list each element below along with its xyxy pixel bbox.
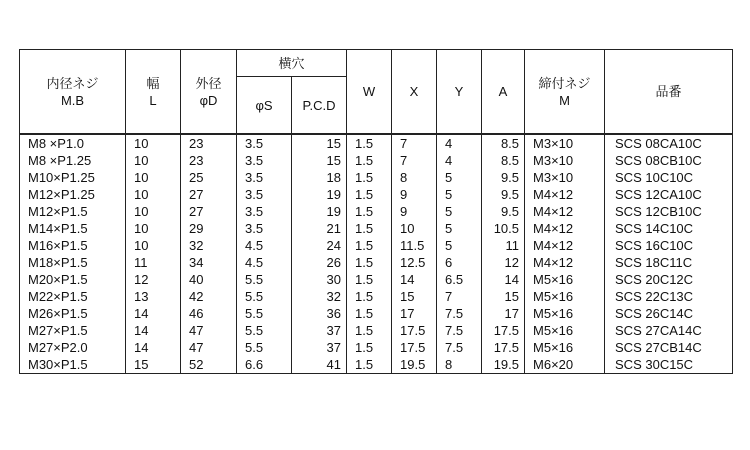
cell-cross-hole-pcd: 36 <box>292 305 347 322</box>
table-row <box>20 271 733 288</box>
cell-width: 11 <box>126 254 181 271</box>
cell-x: 9 <box>392 203 437 220</box>
header-width: 幅 L <box>126 50 181 135</box>
cell-cross-hole-pcd: 37 <box>292 339 347 356</box>
table-row <box>20 220 733 237</box>
table-row <box>20 237 733 254</box>
cell-cross-hole-pcd: 15 <box>292 152 347 169</box>
cell-cross-hole-pcd: 18 <box>292 169 347 186</box>
cell-part-no: SCS 27CA14C <box>605 322 733 339</box>
cell-clamp-screw: M3×10 <box>525 134 605 152</box>
cell-cross-hole-pcd: 37 <box>292 322 347 339</box>
cell-y: 5 <box>437 169 482 186</box>
cell-clamp-screw: M5×16 <box>525 305 605 322</box>
cell-clamp-screw: M3×10 <box>525 169 605 186</box>
cell-cross-hole-pcd: 15 <box>292 134 347 152</box>
cell-cross-hole-dia: 3.5 <box>237 220 292 237</box>
header-y: Y <box>437 50 482 135</box>
header-x: X <box>392 50 437 135</box>
cell-thread: M27×P1.5 <box>20 322 126 339</box>
cell-outer-dia: 27 <box>181 203 237 220</box>
header-cross-hole-pcd: P.C.D <box>292 77 347 135</box>
cell-x: 8 <box>392 169 437 186</box>
cell-w: 1.5 <box>347 237 392 254</box>
cell-a: 14 <box>482 271 525 288</box>
cell-outer-dia: 25 <box>181 169 237 186</box>
cell-cross-hole-dia: 3.5 <box>237 152 292 169</box>
cell-cross-hole-dia: 3.5 <box>237 169 292 186</box>
cell-outer-dia: 23 <box>181 134 237 152</box>
cell-thread: M14×P1.5 <box>20 220 126 237</box>
cell-outer-dia: 27 <box>181 186 237 203</box>
cell-part-no: SCS 08CA10C <box>605 134 733 152</box>
cell-w: 1.5 <box>347 305 392 322</box>
cell-width: 10 <box>126 169 181 186</box>
cell-w: 1.5 <box>347 134 392 152</box>
cell-x: 19.5 <box>392 356 437 374</box>
cell-w: 1.5 <box>347 203 392 220</box>
cell-width: 13 <box>126 288 181 305</box>
cell-outer-dia: 34 <box>181 254 237 271</box>
header-part-no: 品番 <box>605 50 733 135</box>
cell-cross-hole-dia: 5.5 <box>237 339 292 356</box>
cell-outer-dia: 23 <box>181 152 237 169</box>
cell-outer-dia: 47 <box>181 339 237 356</box>
cell-clamp-screw: M5×16 <box>525 271 605 288</box>
cell-x: 14 <box>392 271 437 288</box>
cell-width: 14 <box>126 322 181 339</box>
cell-thread: M26×P1.5 <box>20 305 126 322</box>
table-row <box>20 152 733 169</box>
cell-a: 15 <box>482 288 525 305</box>
cell-thread: M20×P1.5 <box>20 271 126 288</box>
cell-clamp-screw: M5×16 <box>525 339 605 356</box>
table-row <box>20 305 733 322</box>
cell-y: 5 <box>437 220 482 237</box>
cell-width: 10 <box>126 220 181 237</box>
cell-part-no: SCS 30C15C <box>605 356 733 374</box>
cell-width: 10 <box>126 134 181 152</box>
cell-cross-hole-dia: 5.5 <box>237 322 292 339</box>
cell-thread: M8 ×P1.25 <box>20 152 126 169</box>
cell-w: 1.5 <box>347 356 392 374</box>
cell-cross-hole-dia: 6.6 <box>237 356 292 374</box>
cell-cross-hole-dia: 3.5 <box>237 186 292 203</box>
header-cross-hole: 横穴 <box>237 50 347 77</box>
cell-part-no: SCS 14C10C <box>605 220 733 237</box>
cell-part-no: SCS 08CB10C <box>605 152 733 169</box>
cell-a: 17 <box>482 305 525 322</box>
cell-cross-hole-pcd: 19 <box>292 203 347 220</box>
cell-thread: M8 ×P1.0 <box>20 134 126 152</box>
cell-x: 7 <box>392 134 437 152</box>
cell-a: 19.5 <box>482 356 525 374</box>
cell-y: 8 <box>437 356 482 374</box>
cell-a: 17.5 <box>482 322 525 339</box>
cell-a: 8.5 <box>482 134 525 152</box>
cell-y: 4 <box>437 134 482 152</box>
cell-a: 10.5 <box>482 220 525 237</box>
cell-part-no: SCS 20C12C <box>605 271 733 288</box>
cell-width: 10 <box>126 237 181 254</box>
table-header <box>20 50 733 135</box>
cell-cross-hole-pcd: 24 <box>292 237 347 254</box>
cell-w: 1.5 <box>347 288 392 305</box>
cell-w: 1.5 <box>347 152 392 169</box>
cell-x: 12.5 <box>392 254 437 271</box>
cell-outer-dia: 32 <box>181 237 237 254</box>
cell-part-no: SCS 12CA10C <box>605 186 733 203</box>
cell-outer-dia: 40 <box>181 271 237 288</box>
cell-a: 17.5 <box>482 339 525 356</box>
cell-cross-hole-dia: 3.5 <box>237 203 292 220</box>
cell-part-no: SCS 27CB14C <box>605 339 733 356</box>
table-row <box>20 254 733 271</box>
cell-width: 14 <box>126 339 181 356</box>
header-outer-dia: 外径 φD <box>181 50 237 135</box>
cell-w: 1.5 <box>347 254 392 271</box>
cell-width: 10 <box>126 203 181 220</box>
header-cross-hole-dia: φS <box>237 77 292 135</box>
cell-clamp-screw: M5×16 <box>525 288 605 305</box>
table-row <box>20 356 733 374</box>
cell-x: 10 <box>392 220 437 237</box>
cell-x: 17 <box>392 305 437 322</box>
cell-thread: M12×P1.5 <box>20 203 126 220</box>
cell-outer-dia: 29 <box>181 220 237 237</box>
table-row <box>20 169 733 186</box>
spec-table <box>19 49 733 374</box>
header-clamp-screw: 締付ネジ M <box>525 50 605 135</box>
cell-y: 6 <box>437 254 482 271</box>
cell-w: 1.5 <box>347 322 392 339</box>
cell-cross-hole-dia: 3.5 <box>237 134 292 152</box>
cell-part-no: SCS 26C14C <box>605 305 733 322</box>
cell-x: 15 <box>392 288 437 305</box>
cell-w: 1.5 <box>347 271 392 288</box>
cell-a: 12 <box>482 254 525 271</box>
cell-width: 15 <box>126 356 181 374</box>
cell-w: 1.5 <box>347 169 392 186</box>
cell-cross-hole-dia: 4.5 <box>237 237 292 254</box>
table-row <box>20 339 733 356</box>
cell-y: 7.5 <box>437 322 482 339</box>
cell-width: 10 <box>126 186 181 203</box>
cell-cross-hole-pcd: 21 <box>292 220 347 237</box>
cell-x: 11.5 <box>392 237 437 254</box>
cell-y: 4 <box>437 152 482 169</box>
cell-cross-hole-pcd: 32 <box>292 288 347 305</box>
cell-part-no: SCS 22C13C <box>605 288 733 305</box>
table-row <box>20 203 733 220</box>
cell-thread: M18×P1.5 <box>20 254 126 271</box>
cell-thread: M30×P1.5 <box>20 356 126 374</box>
table-row <box>20 288 733 305</box>
cell-width: 14 <box>126 305 181 322</box>
header-a: A <box>482 50 525 135</box>
cell-clamp-screw: M4×12 <box>525 237 605 254</box>
cell-a: 8.5 <box>482 152 525 169</box>
cell-cross-hole-dia: 4.5 <box>237 254 292 271</box>
cell-y: 5 <box>437 186 482 203</box>
cell-outer-dia: 52 <box>181 356 237 374</box>
cell-x: 17.5 <box>392 322 437 339</box>
cell-y: 7 <box>437 288 482 305</box>
cell-y: 5 <box>437 237 482 254</box>
cell-clamp-screw: M4×12 <box>525 254 605 271</box>
cell-a: 9.5 <box>482 169 525 186</box>
cell-cross-hole-pcd: 30 <box>292 271 347 288</box>
cell-w: 1.5 <box>347 339 392 356</box>
cell-y: 6.5 <box>437 271 482 288</box>
cell-width: 10 <box>126 152 181 169</box>
cell-width: 12 <box>126 271 181 288</box>
cell-part-no: SCS 18C11C <box>605 254 733 271</box>
cell-x: 17.5 <box>392 339 437 356</box>
cell-thread: M16×P1.5 <box>20 237 126 254</box>
cell-cross-hole-dia: 5.5 <box>237 271 292 288</box>
cell-x: 7 <box>392 152 437 169</box>
cell-thread: M10×P1.25 <box>20 169 126 186</box>
cell-cross-hole-dia: 5.5 <box>237 288 292 305</box>
cell-w: 1.5 <box>347 186 392 203</box>
cell-y: 7.5 <box>437 339 482 356</box>
cell-cross-hole-pcd: 41 <box>292 356 347 374</box>
cell-thread: M22×P1.5 <box>20 288 126 305</box>
cell-clamp-screw: M6×20 <box>525 356 605 374</box>
cell-thread: M27×P2.0 <box>20 339 126 356</box>
table-row <box>20 134 733 152</box>
table-body <box>20 134 733 374</box>
cell-cross-hole-pcd: 26 <box>292 254 347 271</box>
cell-outer-dia: 47 <box>181 322 237 339</box>
cell-part-no: SCS 16C10C <box>605 237 733 254</box>
table-row <box>20 186 733 203</box>
cell-a: 9.5 <box>482 186 525 203</box>
table-row <box>20 322 733 339</box>
cell-w: 1.5 <box>347 220 392 237</box>
cell-thread: M12×P1.25 <box>20 186 126 203</box>
header-thread: 内径ネジ M.B <box>20 50 126 135</box>
cell-cross-hole-dia: 5.5 <box>237 305 292 322</box>
cell-y: 5 <box>437 203 482 220</box>
cell-x: 9 <box>392 186 437 203</box>
cell-part-no: SCS 10C10C <box>605 169 733 186</box>
cell-y: 7.5 <box>437 305 482 322</box>
cell-clamp-screw: M4×12 <box>525 186 605 203</box>
cell-a: 11 <box>482 237 525 254</box>
cell-part-no: SCS 12CB10C <box>605 203 733 220</box>
cell-outer-dia: 46 <box>181 305 237 322</box>
cell-a: 9.5 <box>482 203 525 220</box>
cell-clamp-screw: M4×12 <box>525 203 605 220</box>
cell-clamp-screw: M4×12 <box>525 220 605 237</box>
cell-clamp-screw: M3×10 <box>525 152 605 169</box>
header-w: W <box>347 50 392 135</box>
cell-clamp-screw: M5×16 <box>525 322 605 339</box>
cell-cross-hole-pcd: 19 <box>292 186 347 203</box>
cell-outer-dia: 42 <box>181 288 237 305</box>
